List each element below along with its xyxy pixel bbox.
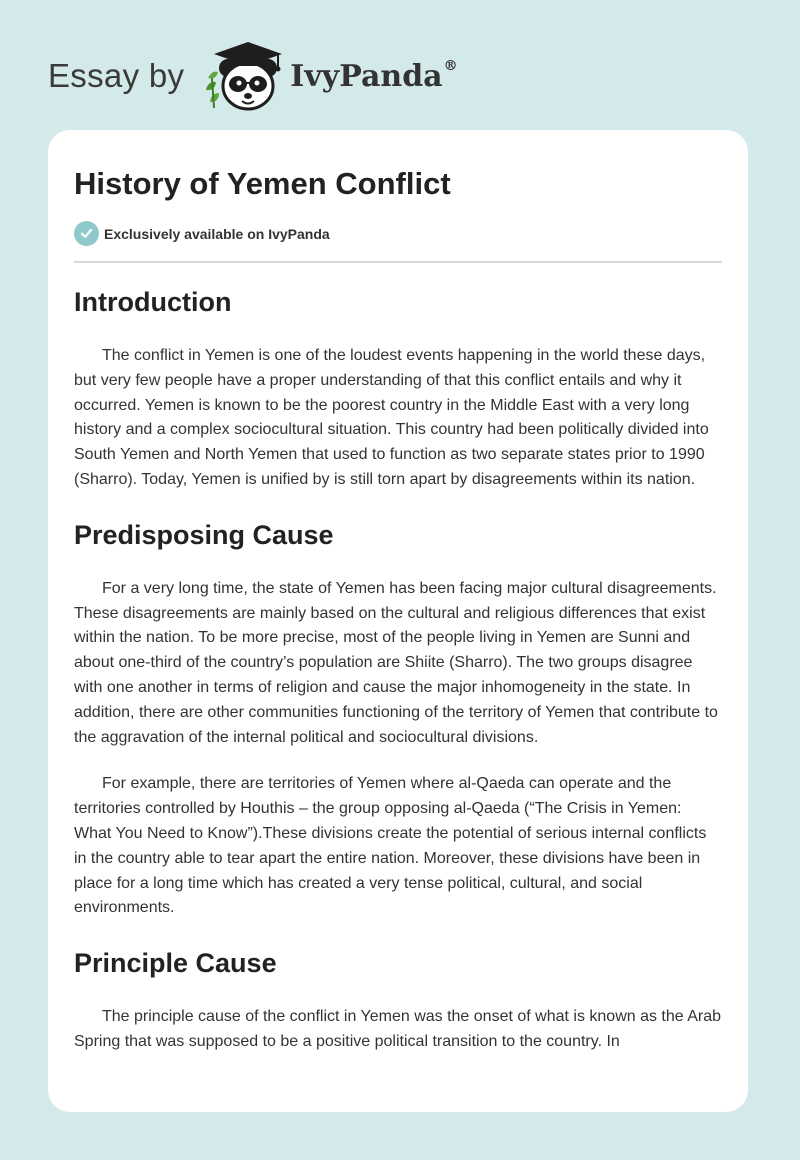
section-heading: Predisposing Cause — [74, 519, 334, 550]
check-icon — [74, 221, 99, 246]
paragraph: The principle cause of the conflict in Yemen was the onset of what is known as the Arab Spring that was supposed to be a positive political transition to the country. In — [74, 1008, 722, 1050]
section-predisposing-cause — [74, 515, 722, 921]
site-header — [48, 36, 458, 116]
section-heading: Principle Cause — [74, 948, 277, 979]
section-introduction — [74, 282, 722, 493]
paragraph: For a very long time, the state of Yemen has been facing major cultural disagreements. These disagreements are mainly based on the cultural and religious differences that exist within the nation. To be more precise, most of the people living in Yemen are Sunni and about one-third of the country’s population are Shiite (Sharro). The two groups disagree with one another in terms of religion and cause the major inhomogeneity in the state. In addition, there are other communities functioning of the territory of Yemen that contribute to the aggravation of the internal political and sociocultural divisions. — [74, 579, 718, 746]
divider — [74, 261, 722, 263]
section-principle-cause — [74, 943, 722, 1055]
section-heading: Introduction — [74, 287, 232, 317]
exclusive-badge — [74, 221, 330, 246]
article-body — [74, 282, 722, 1055]
paragraph: The conflict in Yemen is one of the loudest events happening in the world these days, but very few people have a proper understanding of that this conflict entails and why it occurred. Yemen is known to be the poorest country in the Middle East with a very long history and a complex sociocultural situation. This country had been politically divided into South Yemen and North Yemen that used to function as two separate states prior to 1990 (Sharro). Today, Yemen is unified by is still torn apart by disagreements within its nation. — [74, 347, 709, 488]
page-title: History of Yemen Conflict — [74, 166, 451, 201]
article-card — [48, 130, 748, 1112]
panda-logo-icon[interactable] — [198, 38, 284, 114]
exclusive-label: Exclusively available on IvyPanda — [104, 225, 330, 242]
brand-prefix: Essay by — [48, 57, 185, 94]
paragraph: For example, there are territories of Yemen where al-Qaeda can operate and the territories controlled by Houthis – the group opposing al-Qaeda (“The Crisis in Yemen: What You Need to Know”).These divisions create the potential of serious internal conflicts in the country able to tear apart the entire nation. Moreover, these divisions have been in place for a long time which has created a very tense political, cultural, and social environments. — [74, 775, 707, 917]
brand-name[interactable]: IvyPanda® — [290, 58, 458, 94]
registered-mark: ® — [443, 58, 458, 74]
